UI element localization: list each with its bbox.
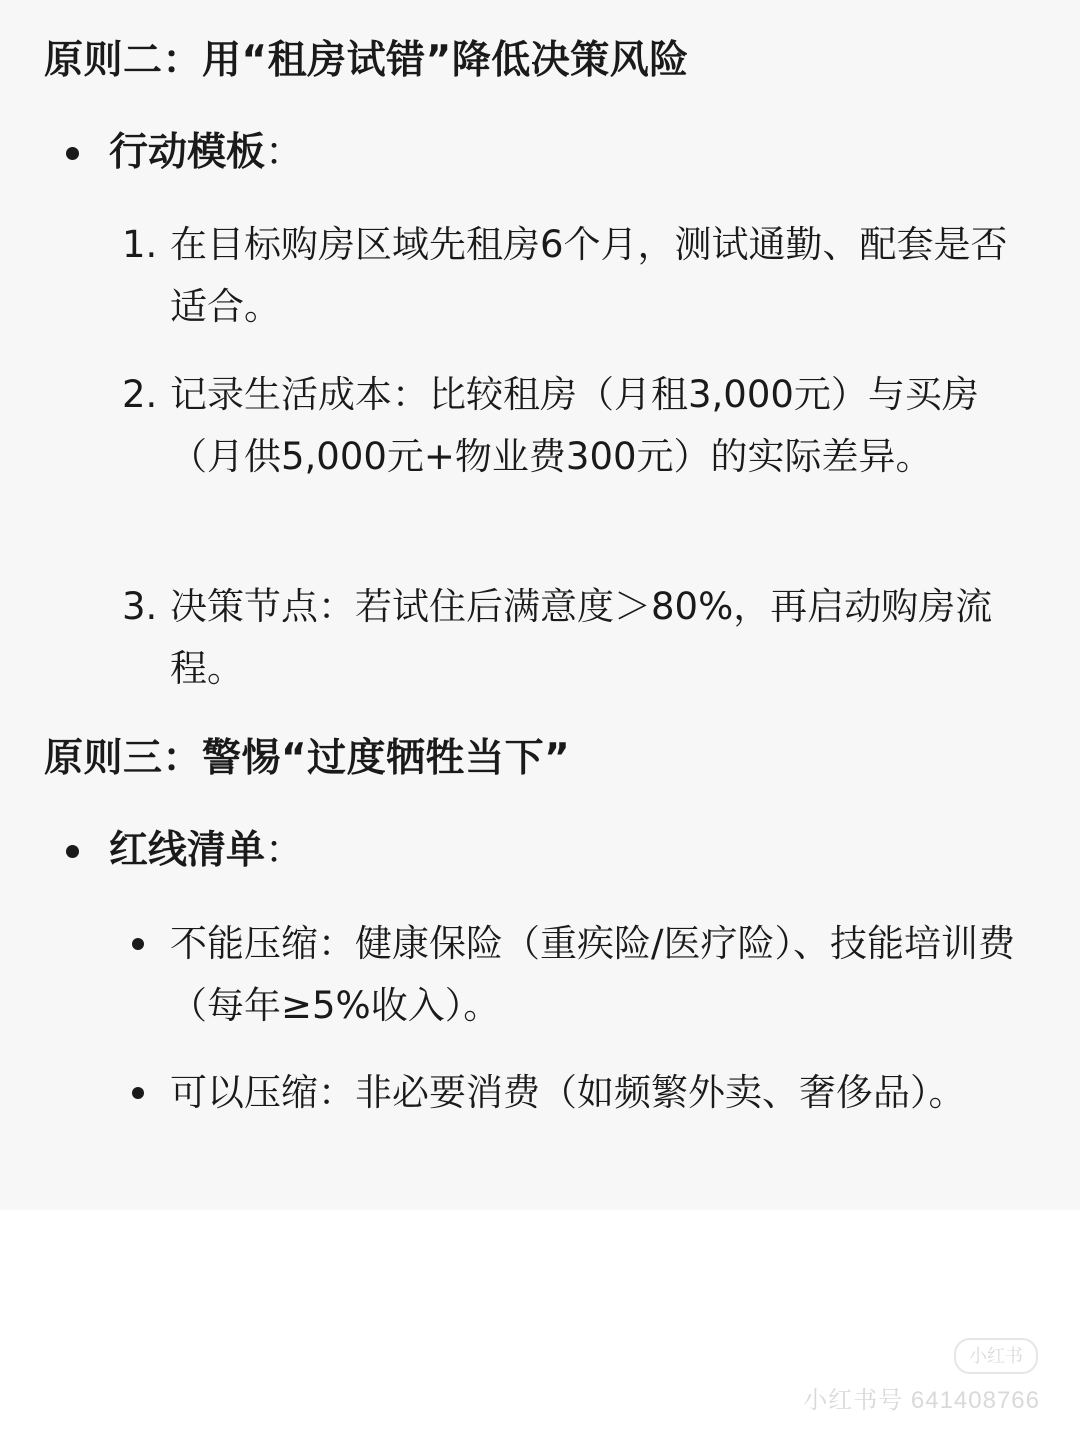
watermark-account-id: 小红书号 641408766 [803, 1387, 1040, 1414]
bullet-red-line-list [66, 826, 304, 876]
bullet-dot-icon [66, 845, 79, 858]
section-heading-principle-2: 原则二：用“租房试错”降低决策风险 [44, 38, 689, 83]
sub-bullet-item-2 [122, 1062, 1042, 1124]
watermark-logo: 小红书 [954, 1338, 1038, 1374]
item-text: 记录生活成本：比较租房（月租3,000元）与买房（月供5,000元+物业费300元）的实际差异。 [170, 373, 979, 478]
sub-bullet-item-1 [122, 913, 1042, 1037]
bullet-action-template [66, 128, 304, 178]
item-text: 可以压缩：非必要消费（如频繁外卖、奢侈品）。 [170, 1071, 966, 1114]
numbered-item-3 [122, 576, 1042, 700]
numbered-item-2 [122, 364, 1042, 488]
item-text: 决策节点：若试住后满意度＞80%，再启动购房流程。 [170, 585, 993, 690]
section-heading-principle-3: 原则三：警惕“过度牺牲当下” [44, 736, 571, 781]
bullet-label: 红线清单 [109, 828, 266, 873]
bullet-dot-icon [66, 147, 79, 160]
item-text: 在目标购房区域先租房6个月，测试通勤、配套是否适合。 [170, 223, 1008, 328]
item-text: 不能压缩：健康保险（重疾险/医疗险）、技能培训费（每年≥5%收入）。 [170, 922, 1015, 1027]
item-number: 1. [122, 223, 158, 266]
numbered-item-1 [122, 214, 1042, 338]
bullet-colon: ： [265, 130, 305, 175]
item-number: 3. [122, 585, 158, 628]
item-number: 2. [122, 373, 158, 416]
bullet-colon: ： [265, 828, 305, 873]
bullet-label: 行动模板 [109, 130, 266, 175]
